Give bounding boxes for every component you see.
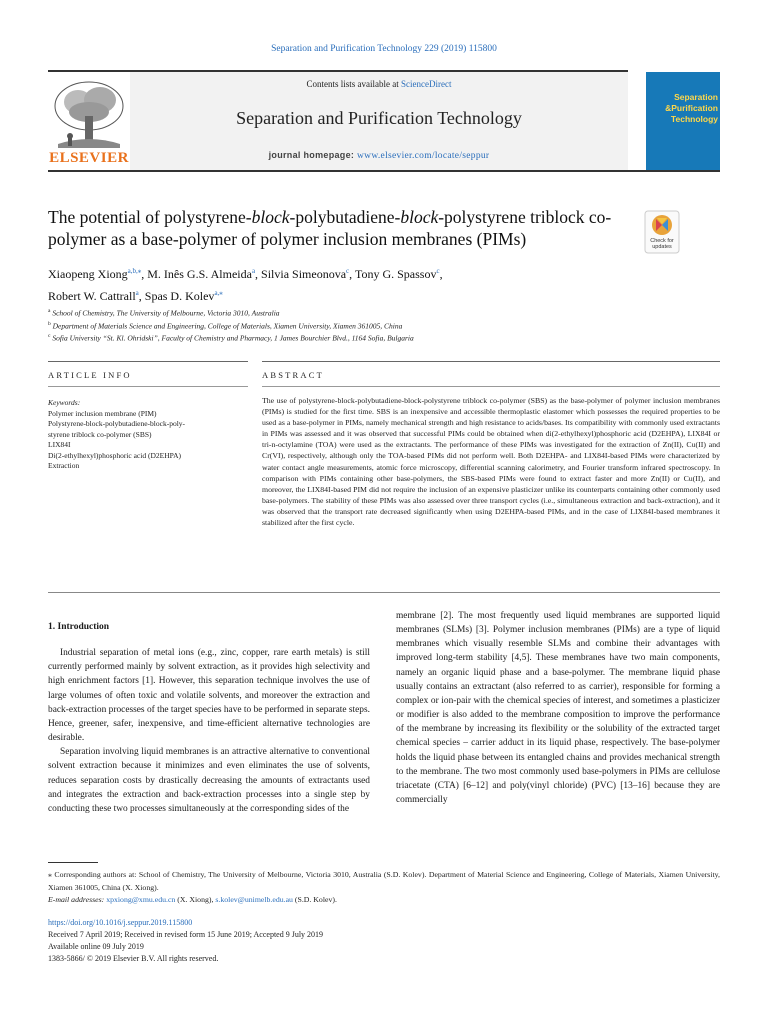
keyword: Extraction — [48, 461, 80, 470]
divider — [262, 386, 720, 387]
article-title: The potential of polystyrene-block-polybutadiene-block-polystyrene triblock co-polymer as a base-polymer of polymer inclusion membranes (PIMs) — [48, 207, 612, 249]
homepage-link[interactable]: www.elsevier.com/locate/seppur — [357, 151, 490, 161]
abstract-text: The use of polystyrene-block-polybutadiene-block-polystyrene triblock co-polymer (SBS) as the base-polymer of polymer inclusion membranes (PIMs) is studied for the first time. SBS is an inexpensive and accessible thermoplastic elastomer which possesses the required properties to be used as a base-polymer in PIMs, namely mechanical strength and high resistance to acids/bases. Its compatibility with commonly used extractants in PIMs was assessed and it was observed that successful PIMs could be obtained when di(2-ethylhexyl)phosphoric acid (D2EHPA), LIX84I or tri-n-octylamine (TOA) were used as the extractants. The performance of these PIMs was investigated for the extraction of Zn(II), Cu(II) and Cr(VI), respectively, although only the TOA-based PIMs did not perform well. Both D2EHPA- and LIX84I-based PIMs were characterized by water contact angle measurements, atomic force microscopy, differential scanning calorimetry, and Fourier transform infrared spectroscopy. In comparison with PIMs containing other base-polymers, the SBS-based PIMs were found to extract faster and more Zn(II) or Cu(II), and moreover, the LIX84I-based PIM did not require the inclusion of an expensive plasticizer unlike its counterparts containing other commonly used base-polymers. The stability of these PIMs was also assessed over three transport cycles (i.e., simultaneous extraction and back-extraction), and it was observed that the transport rate decreased significantly when using D2EHPA-based PIMs, and in the case of LIX84I-based membranes it stabilized after the first cycle. — [262, 396, 720, 528]
footnote-rule — [48, 862, 98, 863]
paragraph: Industrial separation of metal ions (e.g., zinc, copper, rare earth metals) is still currently performed mainly by solvent extraction, as it provides high selectivity and high enrichment factors [1]. However, this separation technique involves the use of large volumes of often toxic and volatile solvents, and moreover the extraction and back-extraction processes of the target species have to be performed in separate steps. Hence, greener, safer, inexpensive, and time-efficient alternative technologies are desirable. — [48, 648, 370, 744]
author-1: Xiaopeng Xiong$^{a,b,⁎}$, — [48, 267, 148, 281]
keyword: Di(2-ethylhexyl)phosphoric acid (D2EHPA) — [48, 450, 182, 460]
author-list — [48, 262, 668, 306]
contents-available: Contents lists available at ScienceDirect — [306, 79, 452, 89]
keyword: Polystyrene-block-polybutadiene-block-poly- — [48, 419, 186, 428]
sciencedirect-link[interactable]: ScienceDirect — [401, 79, 452, 89]
divider — [262, 361, 720, 362]
journal-title: Separation and Purification Technology — [236, 108, 522, 128]
divider — [48, 361, 248, 362]
author-3: Silvia Simeonova$^c$, — [261, 267, 355, 281]
doi-link[interactable]: https://doi.org/10.1016/j.seppur.2019.115800 — [48, 918, 193, 927]
author-5: Robert W. Cattrall$^a$, — [48, 289, 145, 303]
body-right-column — [396, 609, 720, 807]
corresponding-note: ⁎ Corresponding authors at: School of Chemistry, The University of Melbourne, Victoria 3010, Australia (S.D. Kolev). Department of Material Science and Engineering, College of Materials, Xiamen University, Xiamen 361005, China (X. Xiong). — [48, 870, 720, 892]
author-4: Tony G. Spassov$^c$, — [354, 267, 443, 281]
received-dates: Received 7 April 2019; Received in revised form 15 June 2019; Accepted 9 July 2019 — [48, 930, 324, 939]
article-info-heading: ARTICLE INFO — [48, 370, 132, 380]
copyright: 1383-5866/ © 2019 Elsevier B.V. All rights reserved. — [48, 954, 219, 963]
abstract-heading: ABSTRACT — [262, 370, 324, 380]
publication-info — [48, 917, 548, 965]
email-link-kolev[interactable]: s.kolev@unimelb.edu.au — [215, 895, 293, 904]
keyword: styrene triblock co-polymer (SBS) — [48, 429, 152, 439]
affiliation-b: $^b$ Department of Materials Science and Engineering, College of Materials, Xiamen University, Xiamen 361005, China — [48, 320, 403, 330]
paragraph: Separation involving liquid membranes is an attractive alternative to conventional solvent extraction because it minimizes and even eliminates the use of solvents, reduces separation costs by drastically decreasing the amounts of extractants used and integrates the extraction and back-extraction processes into a single step by conducting these two processes simultaneously at the corresponding sides of the — [48, 747, 370, 814]
affiliation-a: $^a$ School of Chemistry, The University of Melbourne, Victoria 3010, Australia — [48, 308, 280, 318]
section-title: 1. Introduction — [48, 622, 110, 632]
email-line: E-mail addresses: xpxiong@xmu.edu.cn (X. Xiong), s.kolev@unimelb.edu.au (S.D. Kolev). — [48, 895, 337, 904]
affiliation-c: $^c$ Sofia University “St. Kl. Ohridski”, Faculty of Chemistry and Pharmacy, 1 James Bourchier Blvd., 1164 Sofia, Bulgaria — [48, 333, 414, 343]
affiliations — [48, 306, 728, 344]
author-6: Spas D. Kolev$^{a,⁎}$ — [144, 289, 223, 303]
keywords-label: Keywords: — [48, 398, 81, 407]
paragraph: membrane [2]. The most frequently used liquid membranes are supported liquid membranes (SLMs) [3]. Polymer inclusion membranes (PIMs) are a type of liquid membranes which visually resemble SLMs and combine their advantages with improved long-term stability [4,5]. These membranes have two main components, namely an organic liquid phase and a base-polymer. The membrane liquid phase usually contains an extractant (also referred to as carrier), responsible for forming a complex or ion-pair with the chemical species of interest, and sometimes a plasticizer or modifier is also added to the membrane composition to improve the performance of the membrane by increasing its flexibility or the solubility of the extracted target chemical species – carrier adduct in its liquid phase, respectively. The base-polymer holds the liquid phase between its entangled chains and provides mechanical strength to the membrane. The two most commonly used base-polymers in PIMs are cellulose triacetate (CTA) [6–12] and poly(vinyl chloride) (PVC) [13–16] because they are commercially — [396, 611, 720, 806]
keywords-block — [48, 398, 244, 472]
online-date: Available online 09 July 2019 — [48, 942, 144, 951]
elsevier-wordmark: ELSEVIER — [49, 150, 129, 166]
footnote — [48, 869, 720, 907]
keyword: Polymer inclusion membrane (PIM) — [48, 408, 157, 418]
journal-homepage: journal homepage: www.elsevier.com/locate/seppur — [268, 150, 490, 161]
journal-reference[interactable]: Separation and Purification Technology 229 (2019) 115800 — [271, 44, 497, 54]
email-link-xiong[interactable]: xpxiong@xmu.edu.cn — [106, 895, 176, 904]
author-2: M. Inês G.S. Almeida$^a$, — [147, 267, 262, 281]
body-left-column — [48, 620, 370, 816]
divider — [48, 386, 248, 387]
crossmark-label: Check for updates — [650, 238, 674, 250]
keyword: LIX84I — [48, 440, 71, 449]
cover-title: Separation &Purification Technology — [665, 92, 718, 124]
masthead-bottom-rule — [48, 170, 720, 172]
divider — [48, 592, 720, 593]
